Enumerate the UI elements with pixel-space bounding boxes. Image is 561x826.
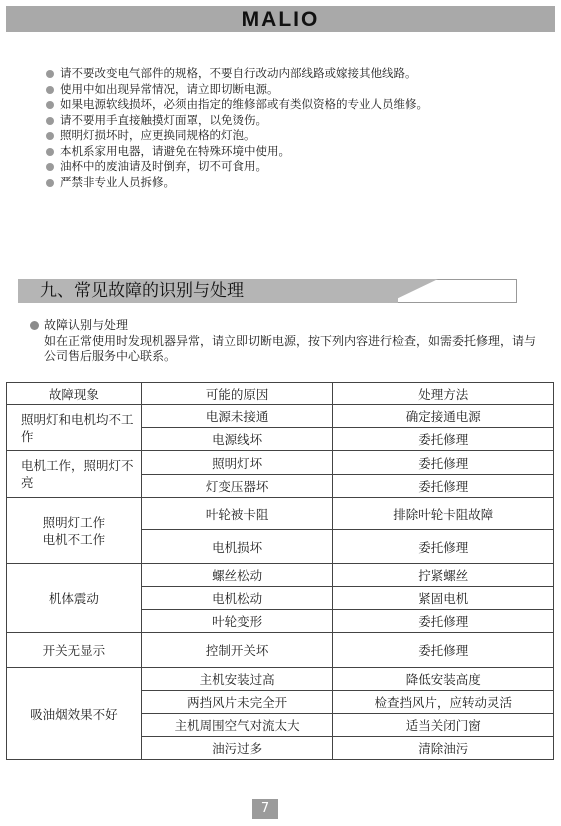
phenomenon-cell: 机体震动 — [7, 564, 142, 633]
list-item — [46, 113, 546, 129]
list-item — [46, 128, 546, 144]
warning-text: 本机系家用电器，请避免在特殊环境中使用。 — [60, 143, 290, 158]
phenomenon-cell: 电机工作，照明灯不亮 — [7, 451, 142, 498]
bullet-icon — [46, 70, 54, 78]
solution-cell: 拧紧螺丝 — [333, 564, 554, 587]
solution-cell: 委托修理 — [333, 633, 554, 668]
bullet-icon — [46, 101, 54, 109]
column-header: 处理方法 — [333, 383, 554, 405]
section-bar-slant — [388, 279, 438, 303]
table-row — [7, 405, 554, 428]
solution-cell: 确定接通电源 — [333, 405, 554, 428]
solution-cell: 委托修理 — [333, 475, 554, 498]
cause-cell: 电源线坏 — [141, 428, 333, 451]
cause-cell: 主机安装过高 — [141, 668, 333, 691]
bullet-icon — [46, 117, 54, 125]
cause-cell: 电源未接通 — [141, 405, 333, 428]
list-item — [46, 159, 546, 175]
phenomenon-cell: 吸油烟效果不好 — [7, 668, 142, 760]
warning-text: 照明灯损坏时，应更换同规格的灯泡。 — [60, 128, 256, 142]
warning-text: 如果电源软线损坏，必须由指定的维修部或有类似资格的专业人员维修。 — [60, 97, 428, 111]
phenomenon-cell: 照明灯工作 电机不工作 — [7, 498, 142, 564]
bullet-icon — [30, 321, 39, 330]
list-item — [46, 97, 546, 113]
diagnosis-text: 如在正常使用时发现机器异常，请立即切断电源，按下列内容进行检查，如需委托修理，请与公司售后服务中心联系。 — [44, 334, 537, 363]
bullet-icon — [46, 148, 54, 156]
bullet-icon — [46, 132, 54, 140]
cause-cell: 电机松动 — [141, 587, 333, 610]
solution-cell: 委托修理 — [333, 451, 554, 475]
solution-cell: 紧固电机 — [333, 587, 554, 610]
table-row — [7, 498, 554, 530]
table-row — [7, 451, 554, 475]
phenomenon-cell: 照明灯和电机均不工作 — [7, 405, 142, 451]
solution-cell: 适当关闭门窗 — [333, 714, 554, 737]
solution-cell: 清除油污 — [333, 737, 554, 760]
safety-warning-list — [46, 66, 546, 190]
solution-cell: 委托修理 — [333, 530, 554, 564]
list-item — [46, 66, 546, 82]
solution-cell: 排除叶轮卡阻故障 — [333, 498, 554, 530]
cause-cell: 主机周围空气对流太大 — [141, 714, 333, 737]
phenomenon-cell: 开关无显示 — [7, 633, 142, 668]
cause-cell: 两挡风片未完全开 — [141, 691, 333, 714]
list-item — [46, 144, 546, 160]
diagnosis-intro — [30, 318, 540, 364]
solution-cell: 委托修理 — [333, 428, 554, 451]
list-item — [46, 175, 546, 191]
brand-logo: MALIO — [241, 8, 320, 31]
cause-cell: 灯变压器坏 — [141, 475, 333, 498]
warning-text: 油杯中的废油请及时倒弃，切不可食用。 — [60, 159, 267, 173]
solution-cell: 检查挡风片，应转动灵活 — [333, 691, 554, 714]
cause-cell: 叶轮被卡阻 — [141, 498, 333, 530]
solution-cell: 委托修理 — [333, 610, 554, 633]
page-number: 7 — [252, 799, 278, 819]
table-header-row — [7, 383, 554, 405]
cause-cell: 油污过多 — [141, 737, 333, 760]
column-header: 故障现象 — [7, 383, 142, 405]
cause-cell: 电机损坏 — [141, 530, 333, 564]
diagnosis-heading-text: 故障认别与处理 — [44, 318, 129, 332]
cause-cell: 叶轮变形 — [141, 610, 333, 633]
table-row — [7, 633, 554, 668]
table-row — [7, 668, 554, 691]
warning-text: 请不要改变电气部件的规格，不要自行改动内部线路或嫁接其他线路。 — [60, 66, 417, 80]
list-item — [46, 82, 546, 98]
diagnosis-heading — [30, 318, 540, 333]
warning-text: 请不要用手直接触摸灯面罩，以免烫伤。 — [60, 112, 267, 127]
bullet-icon — [46, 179, 54, 187]
section-title: 九、常见故障的识别与处理 — [40, 281, 244, 301]
fault-table — [6, 382, 554, 760]
cause-cell: 控制开关坏 — [141, 633, 333, 668]
bullet-icon — [46, 163, 54, 171]
table-row — [7, 564, 554, 587]
cause-cell: 螺丝松动 — [141, 564, 333, 587]
cause-cell: 照明灯坏 — [141, 451, 333, 475]
brand-header-bar — [6, 6, 555, 32]
warning-text: 严禁非专业人员拆修。 — [60, 174, 175, 189]
section-heading-bar — [18, 279, 518, 303]
bullet-icon — [46, 86, 54, 94]
column-header: 可能的原因 — [141, 383, 333, 405]
solution-cell: 降低安装高度 — [333, 668, 554, 691]
warning-text: 使用中如出现异常情况，请立即切断电源。 — [60, 81, 279, 96]
